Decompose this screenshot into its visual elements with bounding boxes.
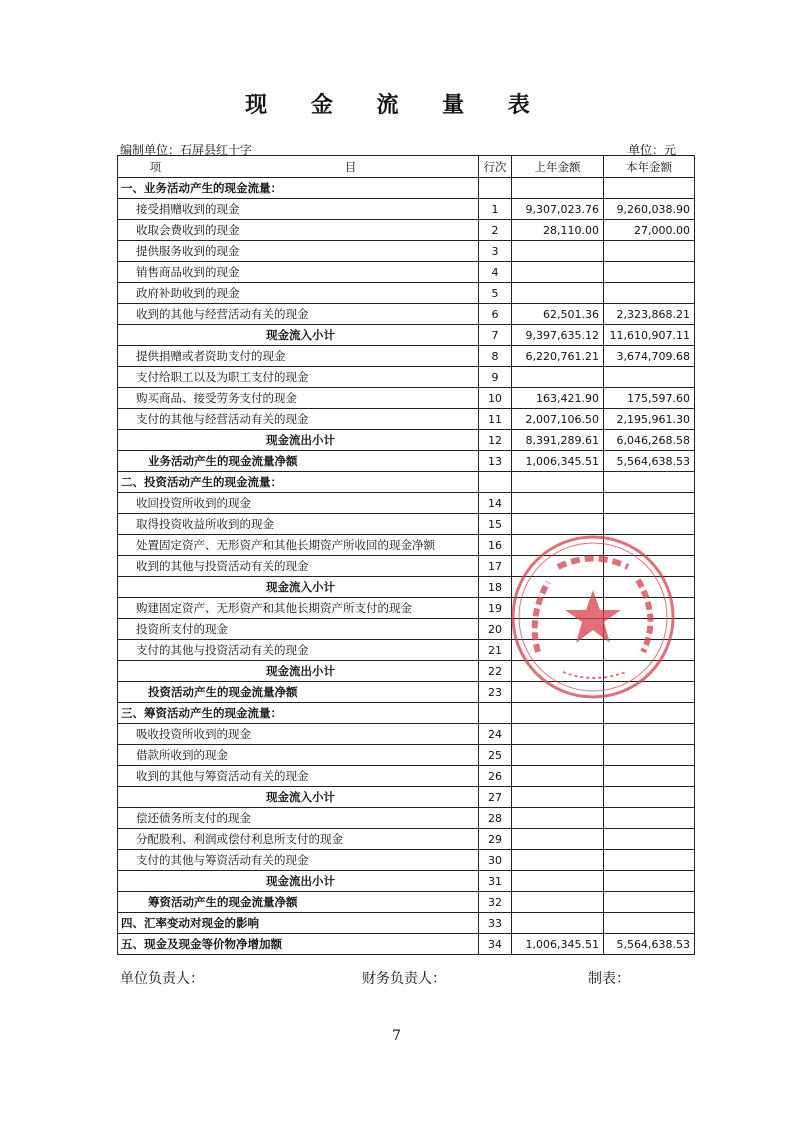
table-row — [118, 808, 695, 829]
row-item: 一、业务活动产生的现金流量： — [118, 178, 479, 199]
row-current-amount — [604, 892, 695, 913]
row-line-no: 30 — [479, 850, 512, 871]
table-row — [118, 199, 695, 220]
row-line-no: 19 — [479, 598, 512, 619]
row-item: 现金流入小计 — [118, 325, 479, 346]
row-current-amount: 2,195,961.30 — [604, 409, 695, 430]
table-row — [118, 388, 695, 409]
row-line-no: 34 — [479, 934, 512, 955]
row-prev-amount: 1,006,345.51 — [512, 451, 604, 472]
row-item: 收到的其他与投资活动有关的现金 — [118, 556, 479, 577]
row-prev-amount — [512, 472, 604, 493]
prepared-by-signature: 制表： — [588, 971, 630, 987]
row-item: 借款所收到的现金 — [118, 745, 479, 766]
table-row — [118, 871, 695, 892]
row-line-no: 20 — [479, 619, 512, 640]
table-row — [118, 304, 695, 325]
row-prev-amount — [512, 493, 604, 514]
table-row — [118, 892, 695, 913]
row-item: 支付的其他与筹资活动有关的现金 — [118, 850, 479, 871]
row-current-amount — [604, 367, 695, 388]
row-line-no: 15 — [479, 514, 512, 535]
row-current-amount: 5,564,638.53 — [604, 934, 695, 955]
row-line-no: 9 — [479, 367, 512, 388]
row-line-no: 4 — [479, 262, 512, 283]
row-line-no: 6 — [479, 304, 512, 325]
table-row — [118, 367, 695, 388]
table-row — [118, 850, 695, 871]
row-item: 投资所支付的现金 — [118, 619, 479, 640]
header-current-year: 本年金额 — [604, 156, 695, 178]
row-item: 支付的其他与投资活动有关的现金 — [118, 640, 479, 661]
row-item: 收到的其他与经营活动有关的现金 — [118, 304, 479, 325]
row-prev-amount — [512, 745, 604, 766]
table-row — [118, 346, 695, 367]
table-row — [118, 703, 695, 724]
row-item: 现金流入小计 — [118, 787, 479, 808]
row-line-no: 10 — [479, 388, 512, 409]
table-row — [118, 409, 695, 430]
row-line-no: 3 — [479, 241, 512, 262]
row-item: 业务活动产生的现金流量净额 — [118, 451, 479, 472]
row-line-no: 22 — [479, 661, 512, 682]
row-line-no: 31 — [479, 871, 512, 892]
row-current-amount — [604, 493, 695, 514]
row-item: 提供服务收到的现金 — [118, 241, 479, 262]
row-item: 取得投资收益所收到的现金 — [118, 514, 479, 535]
row-current-amount — [604, 745, 695, 766]
row-current-amount: 2,323,868.21 — [604, 304, 695, 325]
row-prev-amount — [512, 808, 604, 829]
row-prev-amount: 1,006,345.51 — [512, 934, 604, 955]
row-prev-amount: 2,007,106.50 — [512, 409, 604, 430]
row-prev-amount — [512, 262, 604, 283]
row-prev-amount — [512, 724, 604, 745]
row-item: 支付给职工以及为职工支付的现金 — [118, 367, 479, 388]
row-item: 筹资活动产生的现金流量净额 — [118, 892, 479, 913]
row-item: 处置固定资产、无形资产和其他长期资产所收回的现金净额 — [118, 535, 479, 556]
header-item: 项 目 — [118, 156, 479, 178]
row-current-amount: 175,597.60 — [604, 388, 695, 409]
row-item: 接受捐赠收到的现金 — [118, 199, 479, 220]
row-prev-amount — [512, 829, 604, 850]
row-line-no: 26 — [479, 766, 512, 787]
row-item: 现金流出小计 — [118, 661, 479, 682]
unit-head-signature: 单位负责人： — [120, 971, 204, 987]
row-line-no: 25 — [479, 745, 512, 766]
row-item: 政府补助收到的现金 — [118, 283, 479, 304]
table-row — [118, 934, 695, 955]
row-item: 现金流出小计 — [118, 430, 479, 451]
row-item: 现金流入小计 — [118, 577, 479, 598]
row-item: 三、筹资活动产生的现金流量： — [118, 703, 479, 724]
row-prev-amount — [512, 367, 604, 388]
row-current-amount: 27,000.00 — [604, 220, 695, 241]
row-prev-amount: 9,307,023.76 — [512, 199, 604, 220]
row-current-amount — [604, 178, 695, 199]
seal-stamp — [508, 532, 678, 702]
row-prev-amount: 6,220,761.21 — [512, 346, 604, 367]
row-item: 购买商品、接受劳务支付的现金 — [118, 388, 479, 409]
row-prev-amount — [512, 913, 604, 934]
row-prev-amount — [512, 241, 604, 262]
row-line-no: 33 — [479, 913, 512, 934]
table-row — [118, 178, 695, 199]
page-title: 现 金 流 量 表 — [245, 93, 548, 118]
row-item: 吸收投资所收到的现金 — [118, 724, 479, 745]
row-line-no: 7 — [479, 325, 512, 346]
table-row — [118, 829, 695, 850]
row-item: 购建固定资产、无形资产和其他长期资产所支付的现金 — [118, 598, 479, 619]
table-row — [118, 766, 695, 787]
row-line-no: 13 — [479, 451, 512, 472]
row-current-amount: 9,260,038.90 — [604, 199, 695, 220]
table-row — [118, 220, 695, 241]
row-current-amount — [604, 703, 695, 724]
row-item: 支付的其他与经营活动有关的现金 — [118, 409, 479, 430]
row-line-no: 28 — [479, 808, 512, 829]
row-line-no: 24 — [479, 724, 512, 745]
table-row — [118, 283, 695, 304]
table-row — [118, 325, 695, 346]
header-line-no: 行次 — [479, 156, 512, 178]
table-row — [118, 913, 695, 934]
row-line-no — [479, 472, 512, 493]
row-prev-amount: 163,421.90 — [512, 388, 604, 409]
row-prev-amount — [512, 850, 604, 871]
row-current-amount — [604, 262, 695, 283]
table-row — [118, 724, 695, 745]
row-current-amount — [604, 283, 695, 304]
currency-unit: 单位：元 — [628, 143, 677, 157]
row-current-amount — [604, 871, 695, 892]
row-item: 四、汇率变动对现金的影响 — [118, 913, 479, 934]
row-line-no: 8 — [479, 346, 512, 367]
row-prev-amount — [512, 766, 604, 787]
row-line-no: 17 — [479, 556, 512, 577]
table-row — [118, 241, 695, 262]
row-item: 投资活动产生的现金流量净额 — [118, 682, 479, 703]
row-line-no: 23 — [479, 682, 512, 703]
row-item: 偿还债务所支付的现金 — [118, 808, 479, 829]
row-current-amount — [604, 829, 695, 850]
row-prev-amount: 62,501.36 — [512, 304, 604, 325]
row-prev-amount — [512, 178, 604, 199]
row-line-no: 18 — [479, 577, 512, 598]
row-item: 二、投资活动产生的现金流量： — [118, 472, 479, 493]
row-prev-amount: 28,110.00 — [512, 220, 604, 241]
row-current-amount: 5,564,638.53 — [604, 451, 695, 472]
row-current-amount — [604, 472, 695, 493]
row-prev-amount — [512, 787, 604, 808]
row-item: 收回投资所收到的现金 — [118, 493, 479, 514]
table-row — [118, 493, 695, 514]
compiling-unit: 编制单位：石屏县红十字 — [120, 143, 253, 157]
table-row — [118, 472, 695, 493]
table-row — [118, 787, 695, 808]
row-line-no: 32 — [479, 892, 512, 913]
row-line-no: 29 — [479, 829, 512, 850]
finance-head-signature: 财务负责人： — [362, 971, 446, 987]
row-item: 提供捐赠或者资助支付的现金 — [118, 346, 479, 367]
row-item: 分配股利、利润或偿付利息所支付的现金 — [118, 829, 479, 850]
row-current-amount — [604, 808, 695, 829]
row-line-no: 12 — [479, 430, 512, 451]
table-row — [118, 451, 695, 472]
row-line-no: 27 — [479, 787, 512, 808]
row-line-no: 2 — [479, 220, 512, 241]
row-line-no: 11 — [479, 409, 512, 430]
row-current-amount — [604, 787, 695, 808]
table-row — [118, 262, 695, 283]
row-item: 收取会费收到的现金 — [118, 220, 479, 241]
row-current-amount — [604, 766, 695, 787]
row-current-amount — [604, 913, 695, 934]
row-line-no: 21 — [479, 640, 512, 661]
row-line-no — [479, 703, 512, 724]
row-prev-amount — [512, 871, 604, 892]
row-item: 收到的其他与筹资活动有关的现金 — [118, 766, 479, 787]
row-prev-amount: 8,391,289.61 — [512, 430, 604, 451]
row-line-no: 16 — [479, 535, 512, 556]
row-item: 五、现金及现金等价物净增加额 — [118, 934, 479, 955]
row-line-no: 1 — [479, 199, 512, 220]
row-item: 销售商品收到的现金 — [118, 262, 479, 283]
header-prev-year: 上年金额 — [512, 156, 604, 178]
row-prev-amount — [512, 892, 604, 913]
row-current-amount: 6,046,268.58 — [604, 430, 695, 451]
row-prev-amount — [512, 283, 604, 304]
row-prev-amount: 9,397,635.12 — [512, 325, 604, 346]
row-prev-amount — [512, 703, 604, 724]
row-current-amount — [604, 724, 695, 745]
row-line-no — [479, 178, 512, 199]
page-number: 7 — [392, 1028, 401, 1044]
row-line-no: 14 — [479, 493, 512, 514]
row-current-amount — [604, 850, 695, 871]
table-row — [118, 430, 695, 451]
row-current-amount — [604, 241, 695, 262]
row-item: 现金流出小计 — [118, 871, 479, 892]
table-row — [118, 745, 695, 766]
row-line-no: 5 — [479, 283, 512, 304]
table-header-row — [118, 156, 695, 178]
row-current-amount: 11,610,907.11 — [604, 325, 695, 346]
row-current-amount: 3,674,709.68 — [604, 346, 695, 367]
